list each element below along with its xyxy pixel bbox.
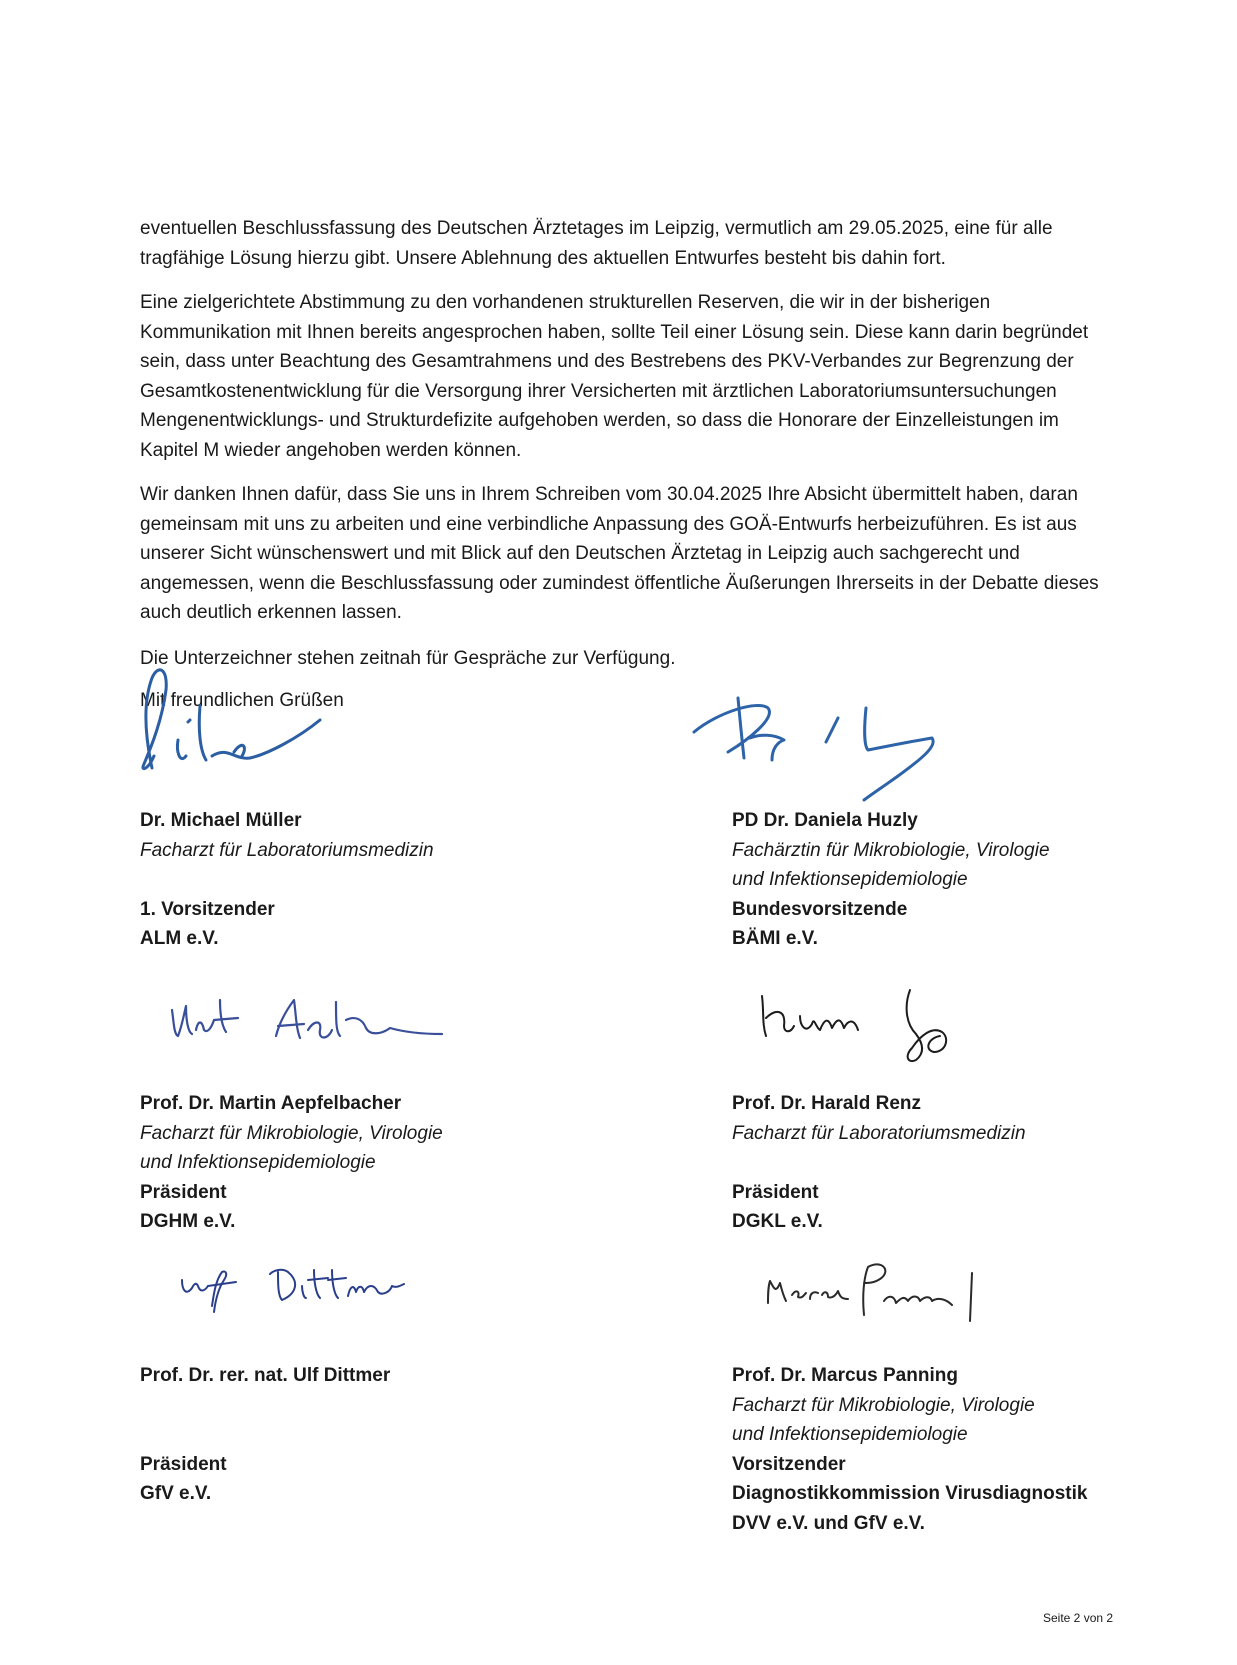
signatory-aepfelbacher	[140, 1089, 443, 1237]
signatory-org: GfV e.V.	[140, 1483, 212, 1504]
signatory-specialty: Facharzt für Mikrobiologie, Virologie	[732, 1394, 1035, 1416]
closing-salutation: Mit freundlichen Grüßen	[140, 690, 344, 711]
paragraph-1	[140, 214, 1120, 273]
signatory-org: BÄMI e.V.	[732, 928, 818, 949]
paragraph-2	[140, 288, 1120, 465]
signatory-role: Präsident	[140, 1181, 227, 1203]
signatory-name: Dr. Michael Müller	[140, 810, 302, 831]
signatory-specialty: und Infektionsepidemiologie	[732, 1424, 968, 1445]
signatory-specialty: und Infektionsepidemiologie	[140, 1152, 376, 1173]
signatory-name: Prof. Dr. Marcus Panning	[732, 1365, 958, 1386]
paragraph-4-text: Die Unterzeichner stehen zeitnah für Gespräche zur Verfügung.	[140, 648, 676, 669]
signature-panning	[758, 1255, 988, 1345]
signatory-name: Prof. Dr. Martin Aepfelbacher	[140, 1093, 402, 1114]
signatory-huzly	[732, 806, 1050, 954]
signatory-role: Präsident	[732, 1181, 819, 1203]
signature-renz	[756, 976, 996, 1066]
signatory-dittmer	[140, 1361, 390, 1509]
signatory-panning	[732, 1361, 1087, 1538]
signatory-name: Prof. Dr. rer. nat. Ulf Dittmer	[140, 1365, 391, 1386]
signature-mueller	[138, 660, 338, 780]
signatory-role: Präsident	[140, 1453, 227, 1475]
signatory-specialty: Facharzt für Mikrobiologie, Virologie	[140, 1122, 443, 1144]
paragraph-2-text: Eine zielgerichtete Abstimmung zu den vorhandenen strukturellen Reserven, die wir in der bisherigen Kommunikation mit Ihnen bereits angesprochen haben, sollte Teil einer Lösung sein. Diese kann darin begründet sein, dass unter Beachtung des Gesamtrahmens und des Bestrebens des PKV-Verbandes zur Begrenzung der Gesamtkostenentwicklung für die Versorgung ihrer Versicherten mit ärztlichen Laboratoriumsuntersuchungen Mengenentwicklungs- und Strukturdefizite aufgehoben werden, so dass die Honorare der Einzelleistungen im Kapitel M wieder angehoben werden können.	[140, 292, 1089, 461]
paragraph-3	[140, 480, 1120, 628]
signatory-renz	[732, 1089, 1026, 1237]
signatory-org: DGKL e.V.	[732, 1211, 823, 1232]
signatory-specialty: Facharzt für Laboratoriumsmedizin	[732, 1122, 1026, 1144]
signatory-name: Prof. Dr. Harald Renz	[732, 1093, 921, 1114]
signatory-mueller	[140, 806, 434, 954]
signatory-specialty: und Infektionsepidemiologie	[732, 869, 968, 890]
signatory-org: DGHM e.V.	[140, 1211, 236, 1232]
signature-aepfelbacher	[168, 990, 448, 1060]
signature-huzly	[688, 690, 1008, 810]
signature-dittmer	[178, 1262, 408, 1322]
signatory-role: Vorsitzender	[732, 1453, 846, 1475]
signatory-specialty: Facharzt für Laboratoriumsmedizin	[140, 839, 434, 861]
signatory-role: 1. Vorsitzender	[140, 898, 275, 920]
paragraph-1-text: eventuellen Beschlussfassung des Deutschen Ärztetages im Leipzig, vermutlich am 29.05.2025, eine für alle tragfähige Lösung hierzu gibt. Unsere Ablehnung des aktuellen Entwurfes besteht bis dahin fort.	[140, 218, 1053, 269]
signatory-org: ALM e.V.	[140, 928, 219, 949]
paragraph-3-text: Wir danken Ihnen dafür, dass Sie uns in Ihrem Schreiben vom 30.04.2025 Ihre Absicht übermittelt haben, daran gemeinsam mit uns zu arbeiten und eine verbindliche Anpassung des GOÄ-Entwurfs herbeizuführen. Es ist aus unserer Sicht wünschenswert und mit Blick auf den Deutschen Ärztetag in Leipzig auch sachgerecht und angemessen, wenn die Beschlussfassung oder zumindest öffentliche Äußerungen Ihrerseits in der Debatte dieses auch deutlich erkennen lassen.	[140, 484, 1099, 623]
signatory-specialty: Fachärztin für Mikrobiologie, Virologie	[732, 839, 1050, 861]
signatory-org: Diagnostikkommission Virusdiagnostik	[732, 1483, 1088, 1504]
page-number: Seite 2 von 2	[1043, 1611, 1114, 1625]
signatory-role: Bundesvorsitzende	[732, 898, 908, 920]
signatory-name: PD Dr. Daniela Huzly	[732, 810, 918, 831]
signatory-org: DVV e.V. und GfV e.V.	[732, 1512, 925, 1534]
